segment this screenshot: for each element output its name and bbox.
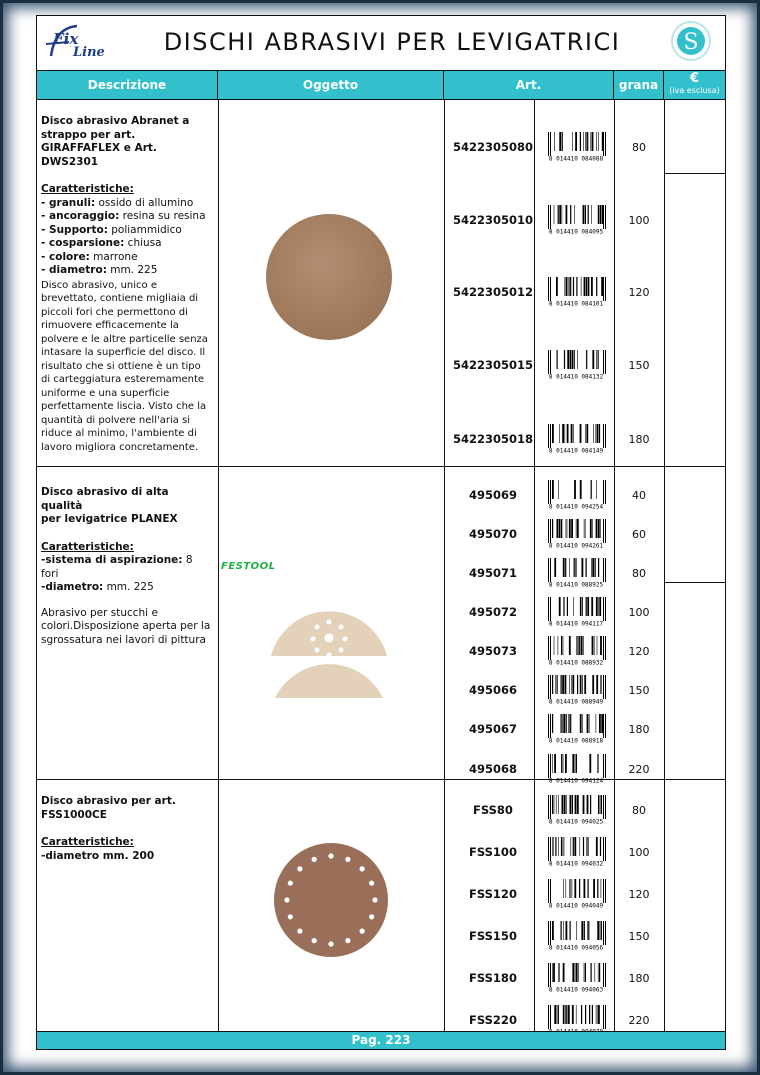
col-divider xyxy=(614,100,615,1031)
barcode-icon xyxy=(541,478,611,510)
barcode-icon xyxy=(541,961,611,993)
svg-text:8 014410 094117: 8 014410 094117 xyxy=(548,620,604,627)
grana-value: 220 xyxy=(628,763,650,776)
col-art: Art. xyxy=(444,71,614,99)
svg-text:8 014410 094124: 8 014410 094124 xyxy=(548,777,604,784)
svg-text:8 014410 094254: 8 014410 094254 xyxy=(548,503,604,510)
col-grana: grana xyxy=(614,71,664,99)
article-code: FSS80 xyxy=(473,803,513,817)
article-code: 5422305012 xyxy=(452,285,534,299)
col-descrizione: Descrizione xyxy=(37,71,218,99)
svg-text:8 014410 094049: 8 014410 094049 xyxy=(548,902,604,909)
page-footer: Pag. 223 xyxy=(37,1031,725,1049)
grana-value: 180 xyxy=(628,723,650,736)
svg-text:8 014410 084095: 8 014410 084095 xyxy=(548,228,604,235)
grana-value: 120 xyxy=(628,286,650,299)
barcode-icon xyxy=(541,348,611,380)
grana-value: 220 xyxy=(628,1014,650,1027)
barcode-icon xyxy=(541,275,611,307)
svg-text:8 014410 088918: 8 014410 088918 xyxy=(548,737,604,744)
catalog-page xyxy=(36,15,726,1050)
article-code: 495073 xyxy=(468,644,517,658)
article-code: FSS100 xyxy=(469,845,517,859)
col-divider xyxy=(664,100,665,1031)
article-code: 5422305015 xyxy=(452,358,534,372)
article-code: 495072 xyxy=(468,605,517,619)
grana-value: 180 xyxy=(628,433,650,446)
barcode-icon xyxy=(541,877,611,909)
grana-value: 80 xyxy=(632,141,646,154)
grana-value: 150 xyxy=(628,930,650,943)
barcode-icon xyxy=(541,556,611,588)
barcode-icon xyxy=(541,595,611,627)
s-badge-icon xyxy=(670,20,712,62)
barcode-icon xyxy=(541,634,611,666)
article-code: 5422305080 xyxy=(452,140,534,154)
barcode-icon xyxy=(541,712,611,744)
barcode-icon xyxy=(541,422,611,454)
svg-text:8 014410 088932: 8 014410 088932 xyxy=(548,659,604,666)
planex-disc-image xyxy=(265,576,393,700)
article-code: FSS220 xyxy=(469,1013,517,1027)
svg-text:8 014410 094032: 8 014410 094032 xyxy=(548,860,604,867)
article-code: FSS180 xyxy=(469,971,517,985)
article-code: 495067 xyxy=(468,722,517,736)
svg-text:8 014410 088949: 8 014410 088949 xyxy=(548,698,604,705)
barcode-icon xyxy=(541,919,611,951)
logo-fix-text: Fix xyxy=(53,30,79,48)
price-divider xyxy=(664,582,725,583)
barcode-icon xyxy=(541,673,611,705)
col-price xyxy=(664,71,725,99)
section-1-description: Disco abrasivo Abranet a strappo per art. GIRAFFAFLEX e Art. DWS2301 Caratteristiche: - granuli: ossido di allumino - ancoraggio: resina su resina - Supporto: poliammidico - cosparsione: chiusa - colore: marrone - diametro: mm. 225 Disco abrasivo, unico e brevettato, contiene migliaia di piccoli fori che permettono di rimuovere efficacemente la polvere e le altre particelle senza intasare la superficie del disco. Il risultato che si ottiene è un tipo di carteggiatura esteremamente uniforme e una superficie perfettamente liscia. Visto che la quantità di polvere nell'aria si riduce al minimo, l'ambiente di lavoro migliora concretamente. xyxy=(41,115,208,453)
euro-note: (iva esclusa) xyxy=(669,86,720,95)
svg-text:8 014410 084132: 8 014410 084132 xyxy=(548,373,604,380)
fixline-logo xyxy=(43,22,113,62)
festool-logo: FESTOOL xyxy=(221,561,276,572)
fss-disc-image xyxy=(273,842,389,958)
grana-value: 40 xyxy=(632,489,646,502)
grana-value: 100 xyxy=(628,846,650,859)
svg-text:8 014410 084101: 8 014410 084101 xyxy=(548,300,604,307)
section-divider xyxy=(37,466,725,467)
article-code: 495071 xyxy=(468,566,517,580)
svg-text:8 014410 094056: 8 014410 094056 xyxy=(548,944,604,951)
abranet-disc-image xyxy=(264,212,394,342)
barcode-icon xyxy=(541,130,611,162)
grana-value: 150 xyxy=(628,684,650,697)
barcode-icon xyxy=(541,835,611,867)
page-title: DISCHI ABRASIVI PER LEVIGATRICI xyxy=(163,28,621,56)
article-code: 495066 xyxy=(468,683,517,697)
barcode-icon xyxy=(541,517,611,549)
grana-value: 100 xyxy=(628,606,650,619)
barcode-icon xyxy=(541,752,611,784)
section-2-description: Disco abrasivo di alta qualità per levigatrice PLANEX Caratteristiche: -sistema di aspirazione: 8 fori -diametro: mm. 225 Abrasivo per stucchi e colori.Disposizione aperta per la sgrossatura nei lavori di pittura xyxy=(41,486,211,646)
section-divider xyxy=(37,779,725,780)
svg-text:8 014410 094063: 8 014410 094063 xyxy=(548,986,604,993)
grana-value: 150 xyxy=(628,359,650,372)
article-code: 495070 xyxy=(468,527,517,541)
article-code: 495068 xyxy=(468,762,517,776)
grana-value: 180 xyxy=(628,972,650,985)
svg-text:8 014410 084149: 8 014410 084149 xyxy=(548,447,604,454)
grana-value: 80 xyxy=(632,567,646,580)
grana-value: 100 xyxy=(628,214,650,227)
grana-value: 60 xyxy=(632,528,646,541)
barcode-icon xyxy=(541,203,611,235)
grana-value: 120 xyxy=(628,888,650,901)
svg-text:8 014410 088925: 8 014410 088925 xyxy=(548,581,604,588)
col-oggetto: Oggetto xyxy=(218,71,444,99)
article-code: FSS120 xyxy=(469,887,517,901)
page-header xyxy=(37,16,725,70)
article-code: FSS150 xyxy=(469,929,517,943)
col-divider xyxy=(218,100,219,1031)
svg-text:8 014410 094261: 8 014410 094261 xyxy=(548,542,604,549)
logo-line-text: Line xyxy=(73,45,105,60)
grana-value: 120 xyxy=(628,645,650,658)
section-3-description: Disco abrasivo per art. FSS1000CE Caratteristiche: -diametro mm. 200 xyxy=(41,795,176,862)
barcode-icon xyxy=(541,793,611,825)
svg-text:S: S xyxy=(683,30,699,55)
article-code: 495069 xyxy=(468,488,517,502)
article-code: 5422305010 xyxy=(452,213,534,227)
euro-symbol: € xyxy=(689,71,700,86)
article-code: 5422305018 xyxy=(452,432,534,446)
price-divider xyxy=(664,173,725,174)
table-header xyxy=(37,70,725,100)
grana-value: 80 xyxy=(632,804,646,817)
svg-text:8 014410 094025: 8 014410 094025 xyxy=(548,818,604,825)
svg-text:8 014410 084088: 8 014410 084088 xyxy=(548,155,604,162)
